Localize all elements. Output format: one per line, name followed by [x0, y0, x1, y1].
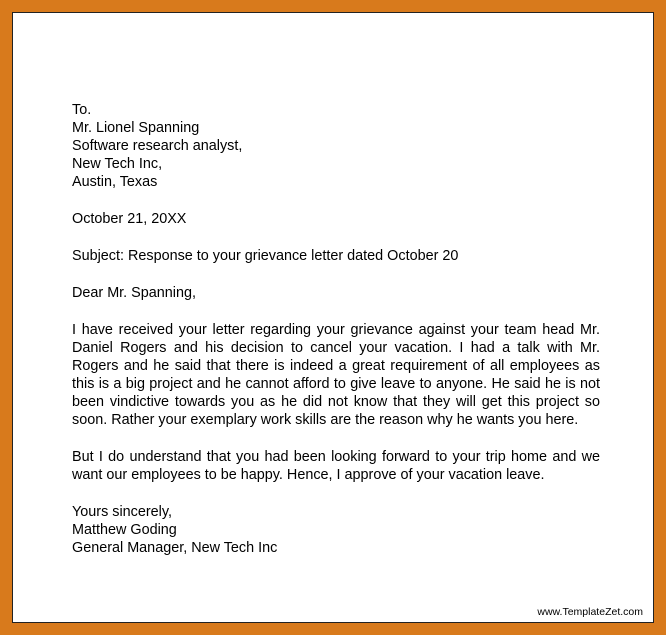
letter-date: October 21, 20XX [72, 211, 187, 227]
spacer [72, 191, 600, 210]
signer-name: Matthew Goding [72, 522, 177, 538]
spacer [72, 228, 600, 247]
body-paragraph-2: But I do understand that you had been looking forward to your trip home and we want our employees to be happy. Hence, I approve of your vacation leave. [72, 449, 600, 483]
signer-title: General Manager, New Tech Inc [72, 540, 278, 556]
watermark-text: www.TemplateZet.com [537, 606, 643, 618]
letter-closing: Yours sincerely, [72, 504, 172, 520]
recipient-location: Austin, Texas [72, 174, 158, 190]
recipient-to: To. [72, 102, 92, 118]
recipient-company: New Tech Inc, [72, 156, 163, 172]
spacer [72, 265, 600, 284]
letter-content [72, 101, 600, 557]
recipient-title: Software research analyst, [72, 138, 243, 154]
spacer [72, 484, 600, 503]
spacer [72, 429, 600, 448]
letter-salutation: Dear Mr. Spanning, [72, 285, 196, 301]
recipient-name: Mr. Lionel Spanning [72, 120, 200, 136]
letter-subject: Subject: Response to your grievance letter dated October 20 [72, 248, 459, 264]
spacer [72, 302, 600, 321]
letter-page [12, 12, 654, 623]
body-paragraph-1: I have received your letter regarding your grievance against your team head Mr. Daniel Rogers and his decision to cancel your vacation. I had a talk with Mr. Rogers and he said that there is indeed a great requirement of all employees as this is a big project and he cannot afford to give leave to anyone. He said he is not been vindictive towards you as he did not know that they will get this project so soon. Rather your exemplary work skills are the reason why he wants you here. [72, 322, 600, 428]
